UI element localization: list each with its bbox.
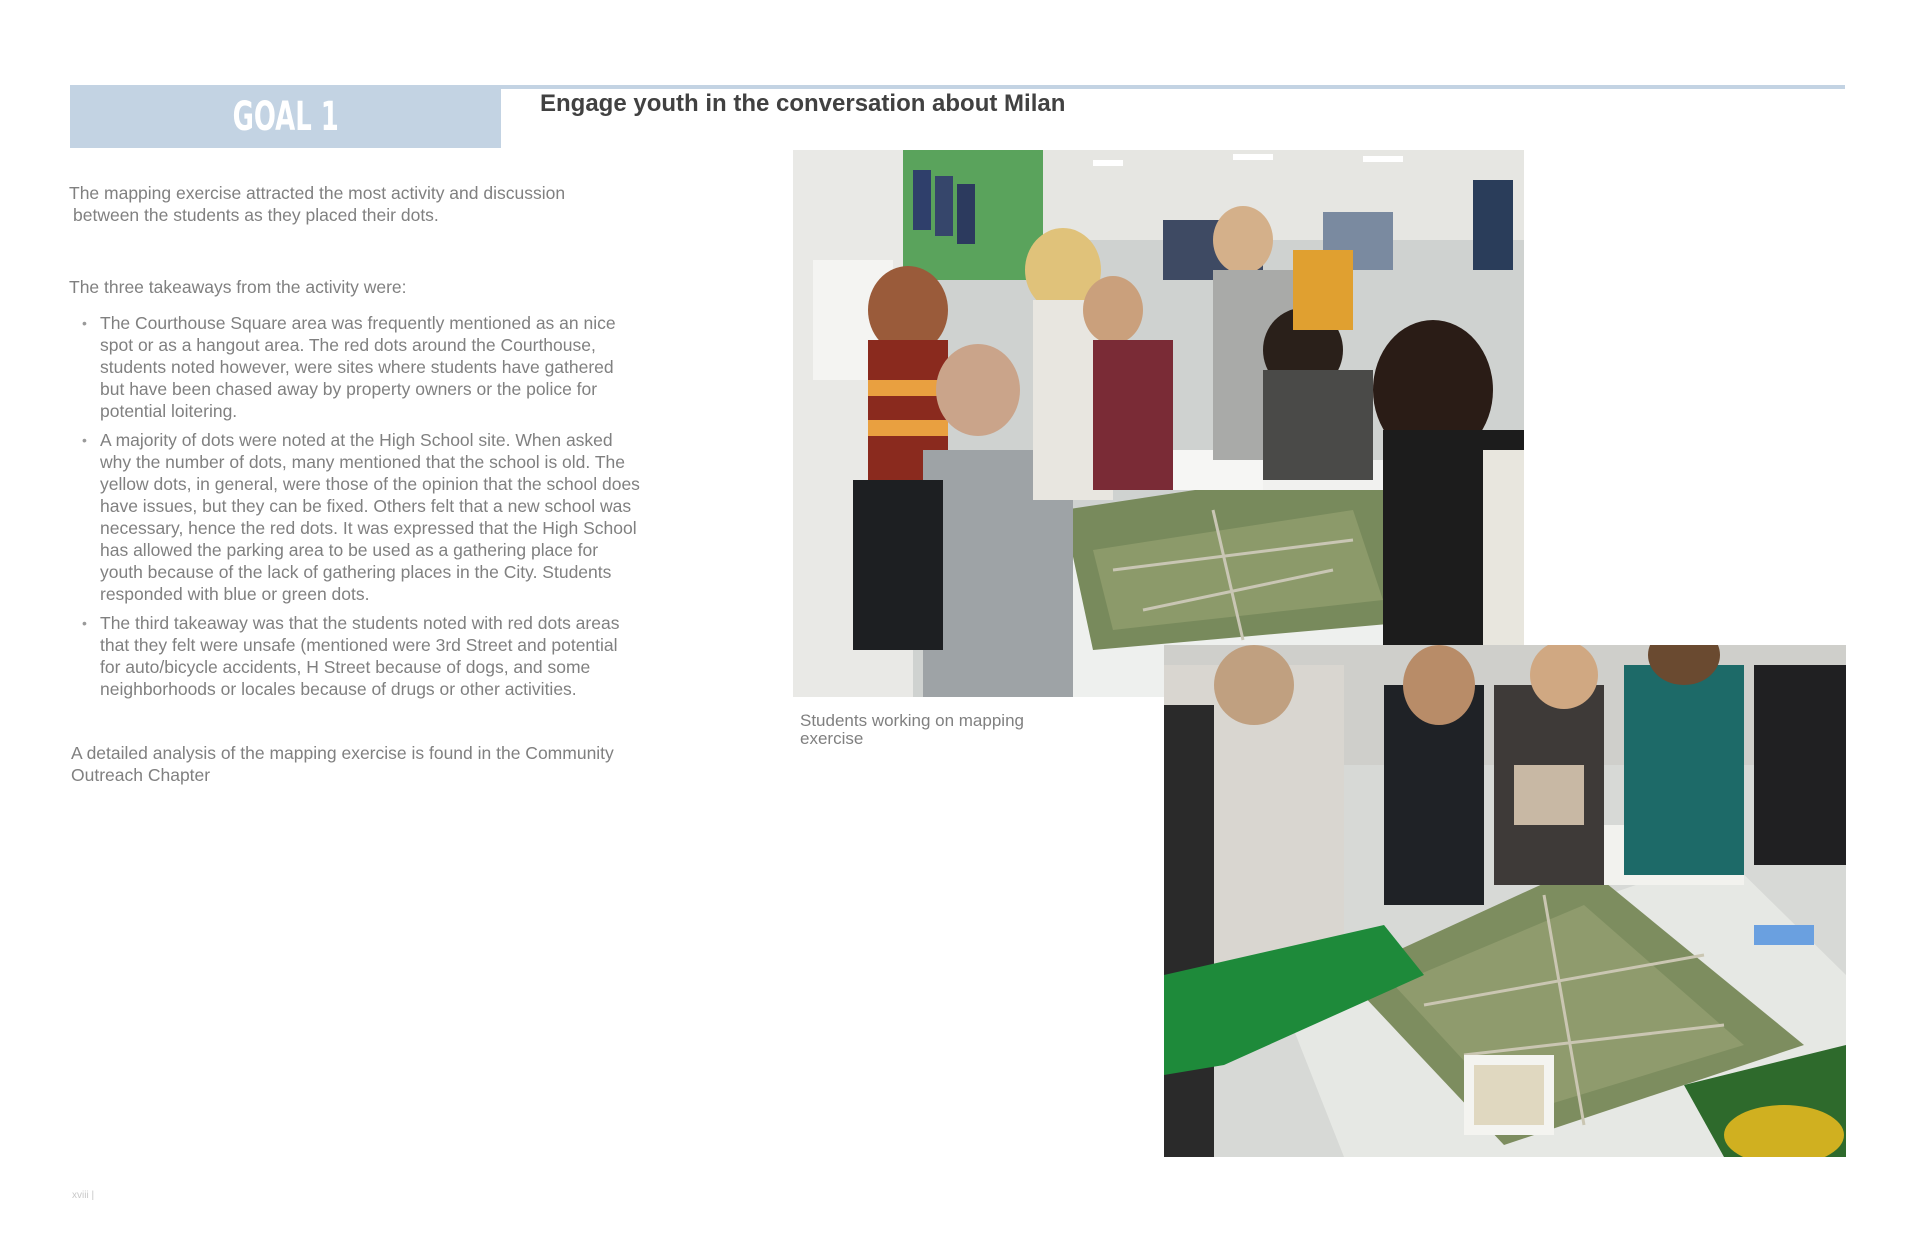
takeaways-intro: The three takeaways from the activity were:	[69, 277, 407, 297]
list-item	[80, 429, 640, 605]
page-number: xviii |	[72, 1190, 95, 1201]
closing-paragraph: A detailed analysis of the mapping exercise is found in the Community Outreach Chapter	[71, 743, 614, 785]
goal-label: GOAL 1	[232, 93, 339, 140]
takeaway-text: The third takeaway was that the students noted with red dots areas that they felt were unsafe (mentioned were 3rd Street and potential for auto/bicycle accidents, H Street because of dogs, and some neighborhoods or locales because of drugs or other activities.	[100, 613, 620, 699]
intro-line-2: between the students as they placed their dots.	[73, 205, 439, 225]
intro-line-1: The mapping exercise attracted the most activity and discussion	[69, 183, 566, 203]
caption-line-2: exercise	[800, 729, 864, 748]
takeaway-text: A majority of dots were noted at the High School site. When asked why the number of dots, many mentioned that the school is old. The yellow dots, in general, were those of the opinion that the school does have issues, but they can be fixed. Others felt that a new school was necessary, hence the red dots. It was expressed that the High School has allowed the parking area to be used as a gathering place for youth because of the lack of gathering places in the City. Students responded with blue or green dots.	[100, 430, 640, 604]
takeaways-list	[80, 312, 640, 707]
list-item	[80, 612, 640, 700]
list-item	[80, 312, 640, 422]
page-title: Engage youth in the conversation about Milan	[540, 90, 1066, 117]
goal-banner	[70, 85, 501, 148]
mapping-photo-1	[793, 150, 1524, 697]
mapping-photo-2	[1164, 645, 1846, 1157]
caption-line-1: Students working on mapping	[800, 711, 1024, 730]
takeaway-text: The Courthouse Square area was frequently mentioned as an nice spot or as a hangout area. The red dots around the Courthouse, students noted however, were sites where students have gathered but have been chased away by property owners or the police for potential loitering.	[100, 313, 616, 421]
intro-paragraph	[69, 182, 639, 226]
photo-caption	[800, 712, 1100, 748]
